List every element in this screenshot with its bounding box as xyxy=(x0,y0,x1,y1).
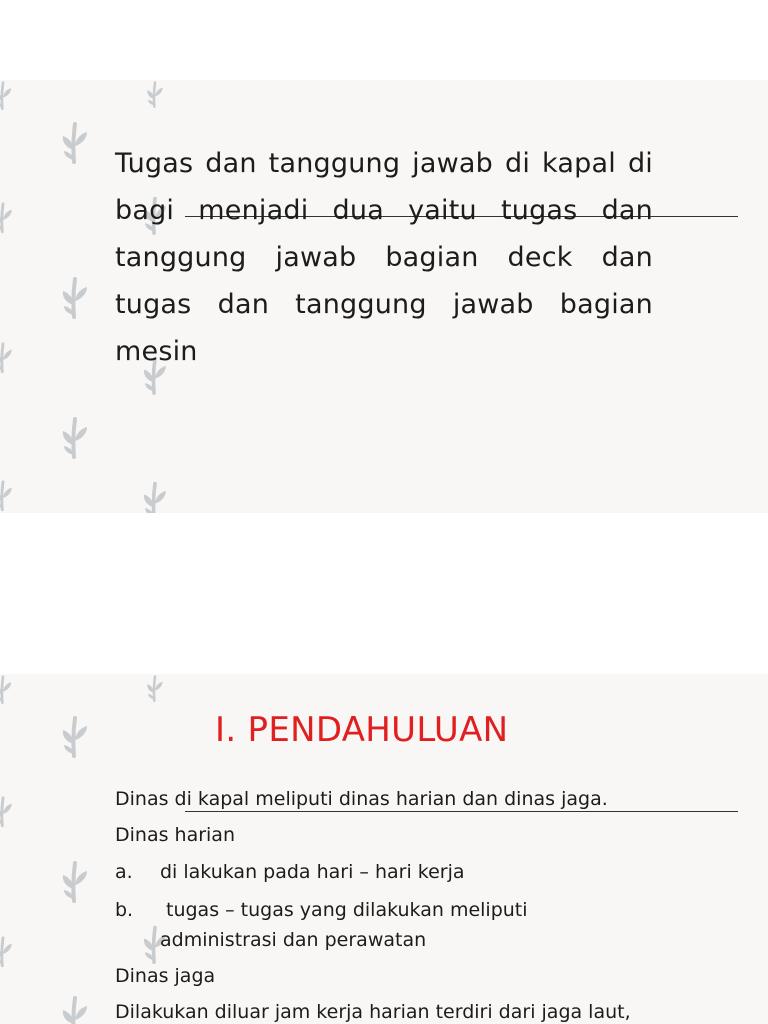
slide-1-paragraph: Tugas dan tanggung jawab di kapal di bagi menjadi dua yaitu tugas dan tanggung jawab bagian deck dan tugas dan tanggung jawab bagian mesin xyxy=(115,148,653,367)
list-marker-a: a. xyxy=(115,861,133,883)
line-dinas-jaga-desc: Dilakukan diluar jam kerja harian terdiri dari jaga laut, xyxy=(115,1001,631,1023)
leaf-sprig-icon xyxy=(60,994,90,1024)
line-dinas-harian: Dinas harian xyxy=(115,824,235,846)
leaf-sprig-icon xyxy=(0,929,14,978)
line-intro: Dinas di kapal meliputi dinas harian dan dinas jaga. xyxy=(115,788,608,810)
leaf-sprig-icon xyxy=(0,335,14,384)
list-item-a: di lakukan pada hari – hari kerja xyxy=(160,861,465,883)
leaf-sprig-icon xyxy=(60,120,90,169)
list-item-b-continued: administrasi dan perawatan xyxy=(160,929,427,951)
leaf-sprig-icon xyxy=(140,674,170,707)
slide-title: I. PENDAHULUAN xyxy=(215,710,509,750)
leaf-sprig-icon xyxy=(140,80,170,113)
header-rule xyxy=(185,811,738,812)
leaf-sprig-icon xyxy=(60,714,90,763)
leaf-sprig-icon xyxy=(0,789,14,838)
list-item-b: tugas – tugas yang dilakukan meliputi xyxy=(166,899,528,921)
leaf-sprig-icon xyxy=(60,275,90,324)
leaf-sprig-icon xyxy=(60,415,90,464)
slide-1 xyxy=(0,80,768,513)
leaf-sprig-icon xyxy=(0,80,14,115)
leaf-sprig-icon xyxy=(60,859,90,908)
line-dinas-jaga: Dinas jaga xyxy=(115,965,216,987)
leaf-sprig-icon xyxy=(0,475,14,513)
slide-2 xyxy=(0,674,768,1024)
leaf-sprig-icon xyxy=(0,195,14,244)
leaf-sprig-icon xyxy=(0,674,14,709)
leaf-sprig-icon xyxy=(140,480,170,513)
list-marker-b: b. xyxy=(115,899,134,921)
